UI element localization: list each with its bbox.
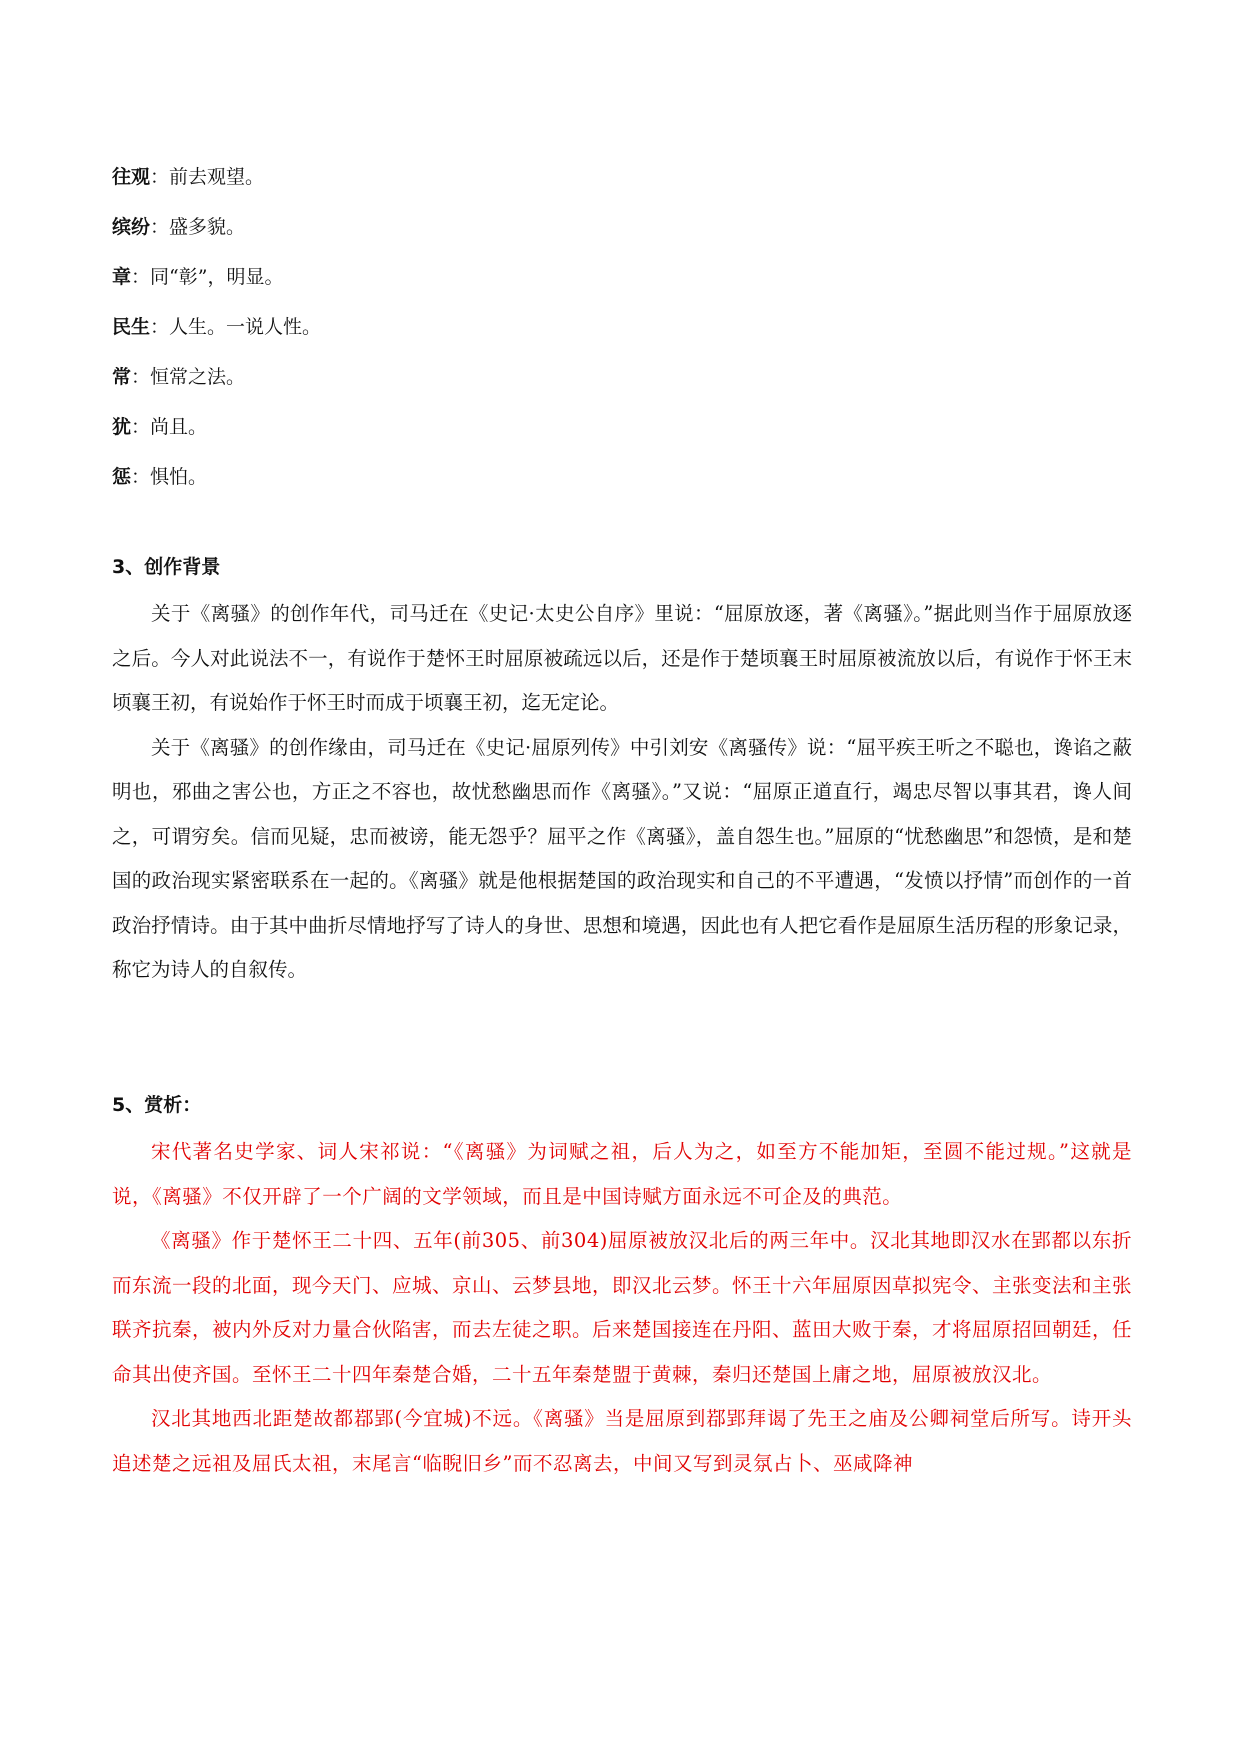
glossary-term: 往观: [112, 166, 151, 188]
glossary-separator: ：: [131, 466, 151, 488]
analysis-paragraph: 《离骚》作于楚怀王二十四、五年(前305、前304)屈原被放汉北后的两三年中。汉北其地即汉水在郢都以东折而东流一段的北面，现今天门、应城、京山、云梦县地，即汉北云梦。怀王十六年屈原因草拟宪令、主张变法和主张联齐抗秦，被内外反对力量合伙陷害，而去左徒之职。后来楚国接连在丹阳、蓝田大败于秦，才将屈原招回朝廷，任命其出使齐国。至怀王二十四年秦楚合婚，二十五年秦楚盟于黄棘，秦归还楚国上庸之地，屈原被放汉北。: [112, 1229, 1133, 1386]
glossary-term: 常: [112, 366, 132, 388]
glossary-term: 民生: [112, 316, 151, 338]
section-heading: 3、创作背景: [112, 556, 221, 578]
glossary-term: 章: [112, 266, 132, 288]
section-heading: 5、赏析：: [112, 1094, 202, 1116]
analysis-paragraph: 宋代著名史学家、词人宋祁说：“《离骚》为词赋之祖，后人为之，如至方不能加矩，至圆不能过规。”这就是说，《离骚》不仅开辟了一个广阔的文学领域，而且是中国诗赋方面永远不可企及的典范。: [112, 1140, 1132, 1208]
glossary-separator: ：: [131, 416, 151, 438]
glossary-entry: [112, 402, 1132, 452]
glossary-list: [112, 152, 1132, 502]
body-paragraph: 关于《离骚》的创作年代，司马迁在《史记·太史公自序》里说：“屈原放逐，著《离骚》。”据此则当作于屈原放逐之后。今人对此说法不一，有说作于楚怀王时屈原被疏远以后，还是作于楚顷襄王时屈原被流放以后，有说作于怀王末顷襄王初，有说始作于怀王时而成于顷襄王初，迄无定论。: [112, 602, 1132, 714]
glossary-separator: ：: [150, 216, 170, 238]
glossary-meaning: 人生。一说人性。: [169, 316, 322, 338]
glossary-separator: ：: [150, 166, 170, 188]
glossary-meaning: 前去观望。: [169, 166, 265, 188]
glossary-term: 犹: [112, 416, 132, 438]
body-paragraph: 关于《离骚》的创作缘由，司马迁在《史记·屈原列传》中引刘安《离骚传》说：“屈平疾王听之不聪也，谗谄之蔽明也，邪曲之害公也，方正之不容也，故忧愁幽思而作《离骚》。”又说：“屈原正道直行，竭忠尽智以事其君，谗人间之，可谓穷矣。信而见疑，忠而被谤，能无怨乎？屈平之作《离骚》，盖自怨生也。”屈原的“忧愁幽思”和怨愤，是和楚国的政治现实紧密联系在一起的。《离骚》就是他根据楚国的政治现实和自己的不平遭遇，“发愤以抒情”而创作的一首政治抒情诗。由于其中曲折尽情地抒写了诗人的身世、思想和境遇，因此也有人把它看作是屈原生活历程的形象记录，称它为诗人的自叙传。: [112, 735, 1132, 981]
glossary-entry: [112, 252, 1132, 302]
glossary-meaning: 同“彰”，明显。: [150, 266, 284, 288]
glossary-entry: [112, 152, 1132, 202]
glossary-term: 惩: [112, 466, 132, 488]
glossary-entry: [112, 352, 1132, 402]
glossary-separator: ：: [131, 366, 151, 388]
glossary-entry: [112, 302, 1132, 352]
glossary-term: 缤纷: [112, 216, 151, 238]
glossary-entry: [112, 452, 1132, 502]
background-section: [112, 552, 1132, 993]
glossary-entry: [112, 202, 1132, 252]
glossary-separator: ：: [150, 316, 170, 338]
glossary-meaning: 惧怕。: [150, 466, 208, 488]
glossary-meaning: 盛多貌。: [169, 216, 246, 238]
glossary-meaning: 尚且。: [150, 416, 208, 438]
glossary-separator: ：: [131, 266, 151, 288]
analysis-section: [112, 1090, 1132, 1486]
analysis-paragraph: 汉北其地西北距楚故都鄀郢(今宜城)不远。《离骚》当是屈原到鄀郢拜谒了先王之庙及公卿祠堂后所写。诗开头追述楚之远祖及屈氏太祖，末尾言“临睨旧乡”而不忍离去，中间又写到灵氛占卜、巫咸降神: [112, 1407, 1132, 1475]
glossary-meaning: 恒常之法。: [150, 366, 246, 388]
